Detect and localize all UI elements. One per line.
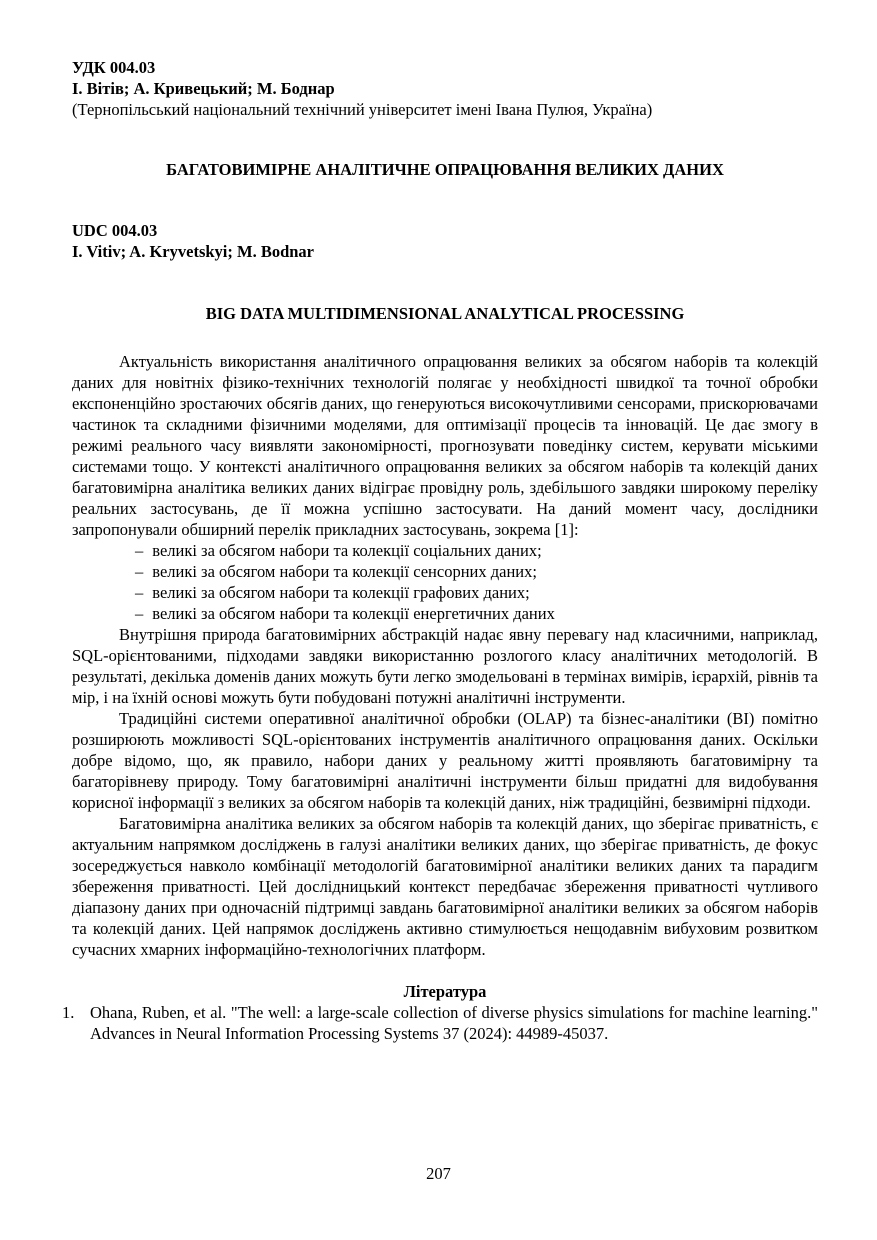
paper-title-ua: БАГАТОВИМІРНЕ АНАЛІТИЧНЕ ОПРАЦЮВАННЯ ВЕЛИКИХ ДАНИХ [166, 160, 724, 179]
dash-marker: – [135, 583, 144, 602]
list-item-text: великі за обсягом набори та колекції соціальних даних; [152, 541, 542, 560]
list-item-text: великі за обсягом набори та колекції енергетичних даних [152, 604, 555, 623]
references-heading: Література [403, 982, 487, 1001]
dash-marker: – [135, 541, 144, 560]
udk-label-ua: УДК 004.03 [72, 58, 156, 77]
list-item [72, 603, 818, 624]
authors-ua: І. Вітів; А. Кривецький; М. Боднар [72, 79, 335, 98]
list-item [72, 561, 818, 582]
reference-number: 1. [62, 1003, 75, 1022]
applications-list [72, 540, 818, 624]
dash-marker: – [135, 562, 144, 581]
paper-title-en: BIG DATA MULTIDIMENSIONAL ANALYTICAL PROCESSING [205, 304, 685, 323]
dash-marker: – [135, 604, 144, 623]
abstract-paragraph-2: Внутрішня природа багатовимірних абстракцій надає явну перевагу над класичними, наприклад, SQL-орієнтованими, підходами завдяки використанню розлогого класу аналітичних методологій. В результаті, декілька доменів даних можуть бути легко змодельовані в термінах вимірів, ієрархій, рівнів та мір, і на їхній основі можуть бути побудовані потужні аналітичні інструменти. [72, 625, 818, 707]
abstract-paragraph-4: Багатовимірна аналітика великих за обсягом наборів та колекцій даних, що зберігає приватність, є актуальним напрямком досліджень в галузі аналітики великих даних, що зберігає приватність, де фокус зосереджується навколо комбінації методологій багатовимірної аналітики великих даних та парадигм збереження приватності. Цей дослідницький контекст передбачає збереження приватності чутливого діапазону даних при одночасній підтримці завдань багатовимірної аналітики великих за обсягом наборів та колекцій даних. Цей напрямок досліджень активно стимулюється нещодавнім вибуховим розвитком сучасних хмарних інформаційно-технологічних платформ. [72, 814, 818, 959]
abstract-paragraph-3: Традиційні системи оперативної аналітичної обробки (OLAP) та бізнес-аналітики (BI) помітно розширюють можливості SQL-орієнтованих інструментів аналітичного опрацювання даних. Оскільки добре відомо, що, як правило, набори даних у реальному житті проявляють багатовимірну та багаторівневу природу. Тому багатовимірні аналітичні інструменти більш придатні для видобування корисної інформації з великих за обсягом наборів та колекцій даних, ніж традиційні, безвимірні підходи. [72, 709, 818, 812]
authors-en: I. Vitiv; A. Kryvetskyi; M. Bodnar [72, 242, 314, 261]
abstract-paragraph-1: Актуальність використання аналітичного опрацювання великих за обсягом наборів та колекцій даних для новітніх фізико-технічних технологій полягає у необхідності швидкої та точної обробки експоненційно зростаючих обсягів даних, що генеруються високочутливими сенсорами, прискорювачами частинок та складними фізичними моделями, для оптимізації процесів та інновацій. Це дає змогу в режимі реального часу виявляти закономірності, прогнозувати поведінку систем, керувати міськими системами тощо. У контексті аналітичного опрацювання великих за обсягом наборів та колекцій даних багатовимірна аналітика великих даних відіграє провідну роль, здебільшого завдяки широкому переліку реальних застосувань, де її можна успішно застосувати. На даний момент часу, дослідники запропонували обширний перелік прикладних застосувань, зокрема [1]: [72, 352, 818, 539]
reference-text: Ohana, Ruben, et al. "The well: a large-scale collection of diverse physics simulations for machine learning." Advances in Neural Information Processing Systems 37 (2024): 44989-45037. [90, 1003, 818, 1043]
affiliation-ua: (Тернопільський національний технічний університет імені Івана Пулюя, Україна) [72, 100, 653, 119]
list-item-text: великі за обсягом набори та колекції графових даних; [152, 583, 530, 602]
list-item-text: великі за обсягом набори та колекції сенсорних даних; [152, 562, 537, 581]
reference-item [58, 1002, 818, 1044]
list-item [72, 540, 818, 561]
list-item [72, 582, 818, 603]
page-number: 207 [426, 1164, 451, 1183]
udc-label-en: UDC 004.03 [72, 221, 158, 240]
